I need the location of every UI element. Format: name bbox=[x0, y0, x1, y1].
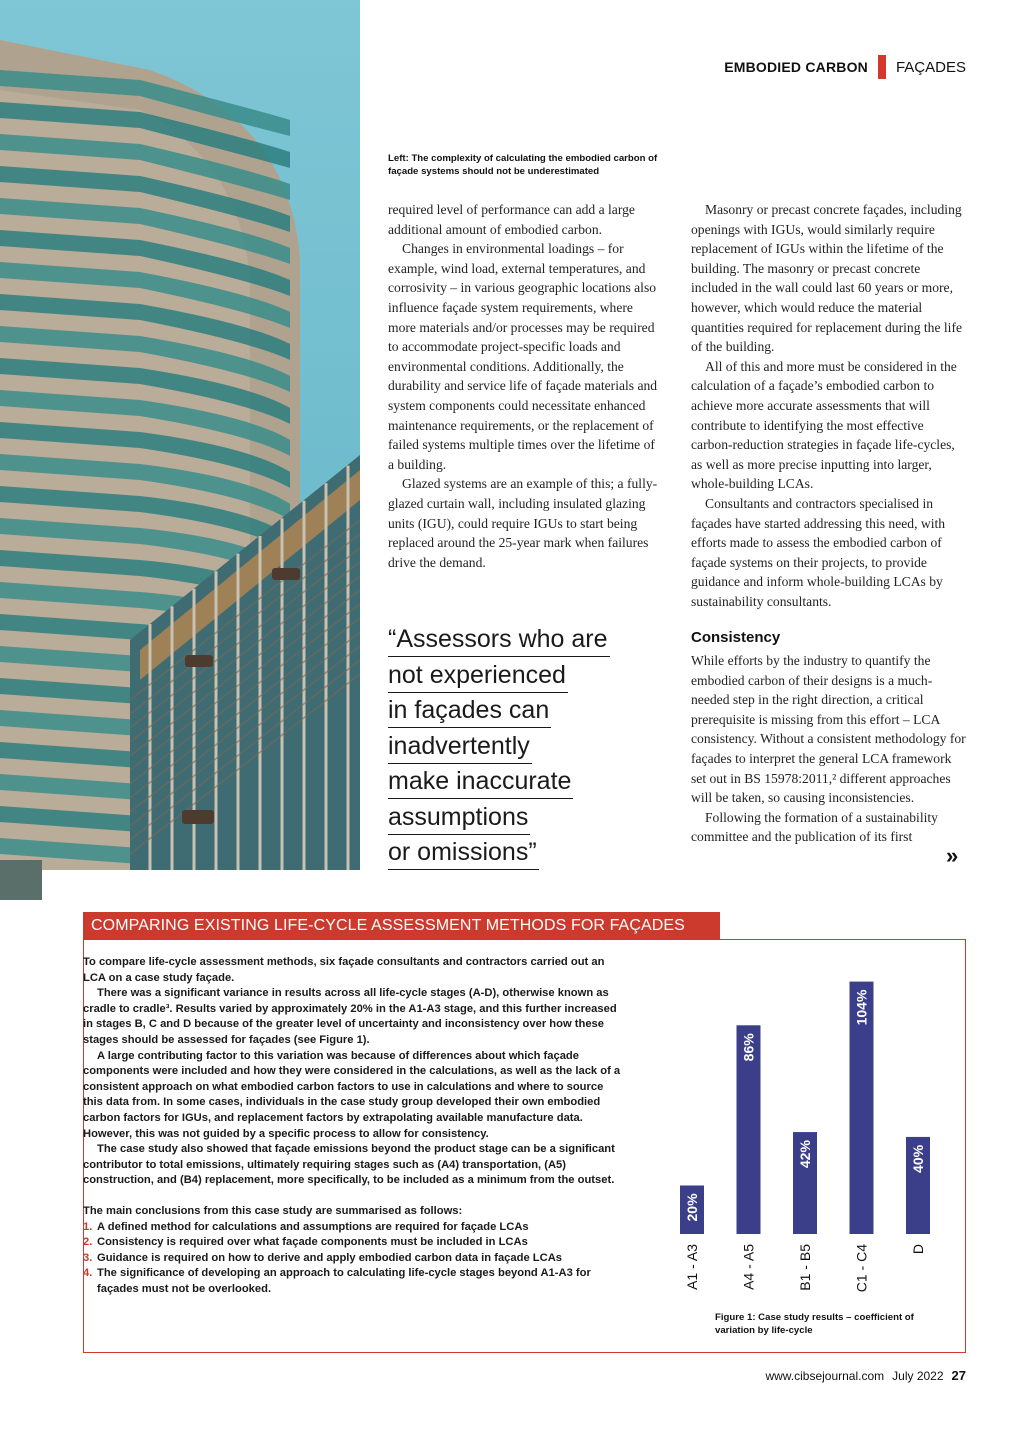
chart-category-label: D bbox=[910, 1244, 926, 1255]
photo-extension bbox=[0, 860, 42, 900]
paragraph: Glazed systems are an example of this; a fully-glazed curtain wall, including insulated glazing units (IGU), could require IGUs to start being replaced around the 25-year mark when failures drive the demand. bbox=[388, 476, 658, 570]
pull-quote-line: assumptions bbox=[388, 801, 530, 835]
subheading: Consistency bbox=[691, 629, 781, 646]
coefficient-of-variation-chart bbox=[670, 950, 950, 1300]
pull-quote-line: make inaccurate bbox=[388, 765, 573, 799]
paragraph: Consultants and contractors specialised in façades have started addressing this need, with efforts made to assess the embodied carbon of façade systems on their projects, to provide guidance and inform whole-building LCAs by sustainability consultants. bbox=[691, 495, 946, 609]
chart-data-label: 104% bbox=[853, 989, 870, 1026]
conclusion-item: 2. Consistency is required over what façade components must be included in LCAs bbox=[83, 1236, 528, 1249]
sidebar-box-text bbox=[83, 955, 623, 1297]
pull-quote-line: or omissions” bbox=[388, 836, 539, 870]
body-column-1 bbox=[388, 200, 664, 572]
topic-label: FAÇADES bbox=[895, 58, 966, 76]
paragraph: Following the formation of a sustainability committee and the publication of its first bbox=[691, 809, 938, 845]
chart-data-label: 20% bbox=[684, 1193, 700, 1222]
chart-data-label: 86% bbox=[740, 1033, 757, 1062]
page-number: 27 bbox=[951, 1368, 966, 1383]
conclusion-item: 1. A defined method for calculations and assumptions are required for façade LCAs bbox=[83, 1220, 529, 1233]
conclusion-item: 4. The significance of developing an approach to calculating life-cycle stages beyond A1-A3 for façades must not be overlooked. bbox=[83, 1267, 591, 1295]
building-illustration bbox=[0, 0, 360, 870]
conclusions-heading: The main conclusions from this case study are summarised as follows: bbox=[83, 1204, 463, 1217]
pull-quote-line: in façades can bbox=[388, 694, 551, 728]
section-label: EMBODIED CARBON bbox=[724, 59, 868, 75]
building-photo bbox=[0, 0, 360, 870]
pull-quote-line: “Assessors who are bbox=[388, 623, 610, 657]
page-footer bbox=[765, 1368, 966, 1383]
paragraph: required level of performance can add a large additional amount of embodied carbon. bbox=[388, 202, 635, 237]
footer-date: July 2022 bbox=[892, 1369, 944, 1383]
footer-url: www.cibsejournal.com bbox=[765, 1369, 885, 1383]
box-paragraph: A large contributing factor to this variation was because of differences about which façade components were included and how they were considered in the calculations, as well as the lack of a consistent approach on what embodied carbon factors to use in calculations and where to source this data from. In some cases, individuals in the case study group developed their own embodied carbon factors for IGUs, and replacement factors by extrapolating available manufacture data. However, this was not guided by a specific process to allow for consistency. bbox=[83, 1049, 621, 1140]
chart-category-label: C1 - C4 bbox=[853, 1244, 870, 1293]
conclusion-item: 3. Guidance is required on how to derive and apply embodied carbon data in façade LCAs bbox=[83, 1251, 562, 1264]
body-column-2-continued bbox=[691, 651, 967, 847]
chart-data-label: 40% bbox=[910, 1144, 926, 1173]
sidebar-box-title: COMPARING EXISTING LIFE-CYCLE ASSESSMENT METHODS FOR FAÇADES bbox=[83, 912, 720, 940]
pull-quote-line: inadvertently bbox=[388, 730, 532, 764]
chart-category-label: A1 - A3 bbox=[684, 1244, 700, 1290]
pull-quote-line: not experienced bbox=[388, 659, 568, 693]
section-divider-bar bbox=[878, 55, 886, 79]
paragraph: All of this and more must be considered in the calculation of a façade’s embodied carbon to achieve more accurate assessments that will contribute to identifying the most effective carbon-reduction strategies in façade life-cycles, as well as more precise inputting into larger, whole-building LCAs. bbox=[691, 358, 957, 492]
paragraph: Masonry or precast concrete façades, including openings with IGUs, would similarly require replacement of IGUs within the lifetime of the building. The masonry or precast concrete included in the wall could last 60 years or more, however, which would reduce the material quantities required for replacement during the life of the building. bbox=[691, 202, 963, 355]
paragraph: While efforts by the industry to quantify the embodied carbon of their designs is a much-needed step in the right direction, a critical prerequisite is missing from this effort – LCA consistency. Without a consistent methodology for façades to interpret the general LCA framework set out in BS 15978:2011,² different approaches will be taken, so causing inconsistencies. bbox=[691, 653, 966, 806]
chart-category-label: B1 - B5 bbox=[797, 1244, 813, 1291]
pull-quote bbox=[388, 623, 628, 872]
paragraph: Changes in environmental loadings – for example, wind load, external temperatures, and corrosivity – in various geographic locations also influence façade system requirements, where more materials and/or processes may be required to accommodate project-specific loads and environmental conditions. Additionally, the durability and service life of façade materials and system components could necessitate enhanced maintenance requirements, or the replacement of failed systems multiple times over the lifetime of a building. bbox=[388, 241, 658, 472]
photo-caption: Left: The complexity of calculating the embodied carbon of façade systems should not be underestimated bbox=[388, 153, 658, 177]
body-column-2 bbox=[691, 200, 967, 611]
chart-data-label: 42% bbox=[797, 1140, 813, 1169]
box-paragraph: There was a significant variance in results across all life-cycle stages (A-D), otherwise known as cradle to cradle³. Results varied by approximately 20% in the A1-A3 stage, and this further increased in stages B, C and D because of the greater level of uncertainty and inconsistency over how these stages should be assessed for façades (see Figure 1). bbox=[83, 987, 617, 1046]
continue-arrow-icon: » bbox=[946, 843, 959, 868]
box-paragraph: To compare life-cycle assessment methods, six façade consultants and contractors carried out an LCA on a case study façade. bbox=[83, 956, 605, 984]
figure-caption: Figure 1: Case study results – coefficient of variation by life-cycle bbox=[715, 1312, 914, 1336]
running-head bbox=[724, 56, 966, 78]
conclusions-list bbox=[83, 1220, 623, 1298]
chart-category-label: A4 - A5 bbox=[740, 1244, 757, 1290]
box-paragraph: The case study also showed that façade emissions beyond the product stage can be a significant contributor to total emissions, ultimately requiring stages such as (A4) transportation, (A5) construction, and (B4) replacement, more specifically, to be included as a minimum from the outset. bbox=[83, 1143, 615, 1187]
